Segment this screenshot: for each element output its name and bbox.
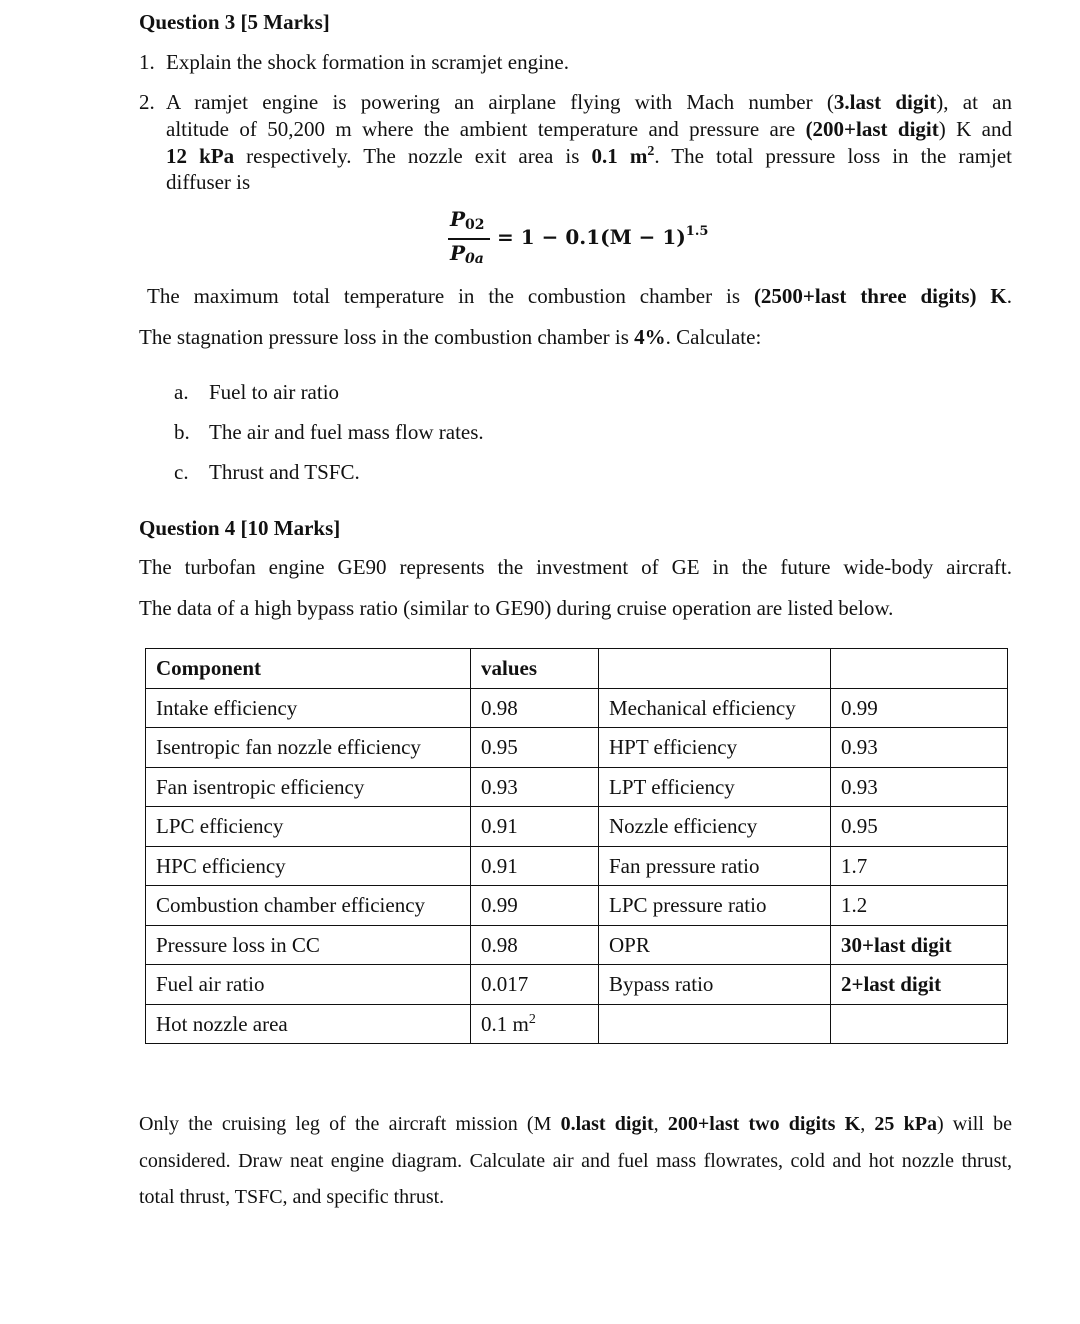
table-cell: Fan isentropic efficiency [146, 767, 471, 807]
text-run: P [450, 207, 466, 231]
equation-numerator [450, 207, 485, 232]
text-run: ), at an [936, 90, 1013, 114]
text-run: . Calculate: [665, 325, 762, 349]
q3-paragraph-max-temperature [147, 283, 1012, 309]
table-row [146, 688, 1008, 728]
ambient-pressure-value: 12 kPa [166, 144, 235, 168]
table-cell: 0.95 [831, 807, 1008, 847]
table-cell: 1.2 [831, 886, 1008, 926]
table-cell: Hot nozzle area [146, 1004, 471, 1044]
q3-item-2-line-4: diffuser is [166, 170, 251, 194]
q3-item-2-line-1 [166, 89, 1012, 115]
table-header-cell [831, 649, 1008, 689]
sub-item-a-text: Fuel to air ratio [209, 380, 340, 404]
text-run: ) will be [936, 1113, 1012, 1135]
table-row [146, 767, 1008, 807]
text-run: , [653, 1113, 668, 1135]
text-run: P [450, 241, 466, 265]
text-run: , [860, 1113, 875, 1135]
table-cell: 2+last digit [831, 965, 1008, 1005]
table-cell: Mechanical efficiency [599, 688, 831, 728]
table-header-row [146, 649, 1008, 689]
table-cell [471, 1004, 599, 1044]
table-cell: Isentropic fan nozzle efficiency [146, 728, 471, 768]
q4-final-line-2: considered. Draw neat engine diagram. Calculate air and fuel mass flowrates, cold and hot nozzle thrust, [139, 1150, 1012, 1172]
table-cell: 0.99 [831, 688, 1008, 728]
sub-item-c-label: c. [174, 460, 189, 484]
exponent: 1.5 [685, 224, 709, 239]
table-cell: LPT efficiency [599, 767, 831, 807]
text-run: respectively. The nozzle exit area is [234, 144, 592, 168]
engine-data-table [145, 648, 1008, 1044]
table-cell: 0.93 [831, 728, 1008, 768]
table-row [146, 1004, 1008, 1044]
table-cell: 0.017 [471, 965, 599, 1005]
fraction-bar [448, 238, 490, 240]
table-cell [599, 1004, 831, 1044]
text-run: The stagnation pressure loss in the combustion chamber is [139, 325, 635, 349]
table-cell: 0.91 [471, 807, 599, 847]
table-cell: Nozzle efficiency [599, 807, 831, 847]
table-cell: HPC efficiency [146, 846, 471, 886]
equation-denominator [450, 241, 484, 266]
ambient-temperature-value: (200+last digit [805, 117, 939, 141]
q4-intro-line-1: The turbofan engine GE90 represents the investment of GE in the future wide-body aircraft. [139, 555, 1012, 579]
q3-item-2-line-3 [166, 143, 1012, 169]
table-cell [831, 1004, 1008, 1044]
sub-item-a-label: a. [174, 380, 189, 404]
table-cell: Intake efficiency [146, 688, 471, 728]
table-row [146, 925, 1008, 965]
table-row [146, 728, 1008, 768]
table-row [146, 886, 1008, 926]
table-cell: 1.7 [831, 846, 1008, 886]
text-run: altitude of 50,200 m where the ambient temperature and pressure are [166, 117, 806, 141]
q3-item-2-number: 2. [139, 90, 155, 114]
text-run: = 1 − 0.1(M − 1) [497, 225, 686, 249]
table-row [146, 965, 1008, 1005]
table-cell: 0.98 [471, 925, 599, 965]
text-run: Only the cruising leg of the aircraft mission (M [139, 1113, 561, 1135]
subscript: 0a [465, 251, 484, 267]
subscript: 02 [465, 217, 485, 233]
nozzle-exit-area-value [592, 144, 655, 168]
q4-final-line-3: total thrust, TSFC, and specific thrust. [139, 1186, 445, 1208]
table-cell: Combustion chamber efficiency [146, 886, 471, 926]
cruise-pressure-value: 25 kPa [874, 1113, 937, 1135]
text-run: ) K and [938, 117, 1012, 141]
table-header-cell [599, 649, 831, 689]
q4-intro-line-2: The data of a high bypass ratio (similar to GE90) during cruise operation are listed below. [139, 596, 894, 620]
pressure-loss-equation [448, 205, 718, 270]
text-run: 0.1 m [591, 144, 648, 168]
table-cell: 0.93 [471, 767, 599, 807]
text-run: 0.1 m [481, 1011, 529, 1036]
q3-item-1-text: Explain the shock formation in scramjet engine. [166, 50, 569, 74]
superscript: 2 [647, 144, 655, 159]
sub-item-b-label: b. [174, 420, 190, 444]
table-header-cell: Component [146, 649, 471, 689]
cruise-temperature-value: 200+last two digits K [667, 1113, 861, 1135]
q3-item-1-number: 1. [139, 50, 155, 74]
table-row [146, 807, 1008, 847]
q3-item-2-line-2 [166, 116, 1012, 142]
max-temperature-value: (2500+last three digits) K [753, 284, 1007, 308]
text-run: The maximum total temperature in the combustion chamber is [147, 284, 754, 308]
table-cell: Pressure loss in CC [146, 925, 471, 965]
sub-item-b-text: The air and fuel mass flow rates. [209, 420, 484, 444]
table-cell: 0.99 [471, 886, 599, 926]
table-header-cell: values [471, 649, 599, 689]
text-run: . The total pressure loss in the ramjet [654, 144, 1012, 168]
table-cell: LPC efficiency [146, 807, 471, 847]
equation-right-side [497, 225, 708, 250]
question-3-heading: Question 3 [5 Marks] [139, 10, 330, 34]
superscript: 2 [528, 1011, 536, 1027]
table-row [146, 846, 1008, 886]
table-cell: HPT efficiency [599, 728, 831, 768]
question-4-heading: Question 4 [10 Marks] [139, 516, 341, 540]
table-cell: 0.93 [831, 767, 1008, 807]
text-run: . [1006, 284, 1012, 308]
mach-number-value: 3.last digit [833, 90, 937, 114]
table-cell: Fuel air ratio [146, 965, 471, 1005]
table-cell: 0.98 [471, 688, 599, 728]
table-cell: OPR [599, 925, 831, 965]
q3-paragraph-pressure-loss [139, 324, 761, 350]
table-cell: 0.91 [471, 846, 599, 886]
table-cell: 0.95 [471, 728, 599, 768]
text-run: A ramjet engine is powering an airplane flying with Mach number ( [166, 90, 834, 114]
table-cell: 30+last digit [831, 925, 1008, 965]
table-cell: Fan pressure ratio [599, 846, 831, 886]
q4-final-line-1 [139, 1112, 1012, 1137]
sub-item-c-text: Thrust and TSFC. [209, 460, 360, 484]
cruise-mach-value: 0.last digit [560, 1113, 654, 1135]
table-cell: LPC pressure ratio [599, 886, 831, 926]
table-cell: Bypass ratio [599, 965, 831, 1005]
pressure-loss-value: 4% [634, 325, 666, 349]
